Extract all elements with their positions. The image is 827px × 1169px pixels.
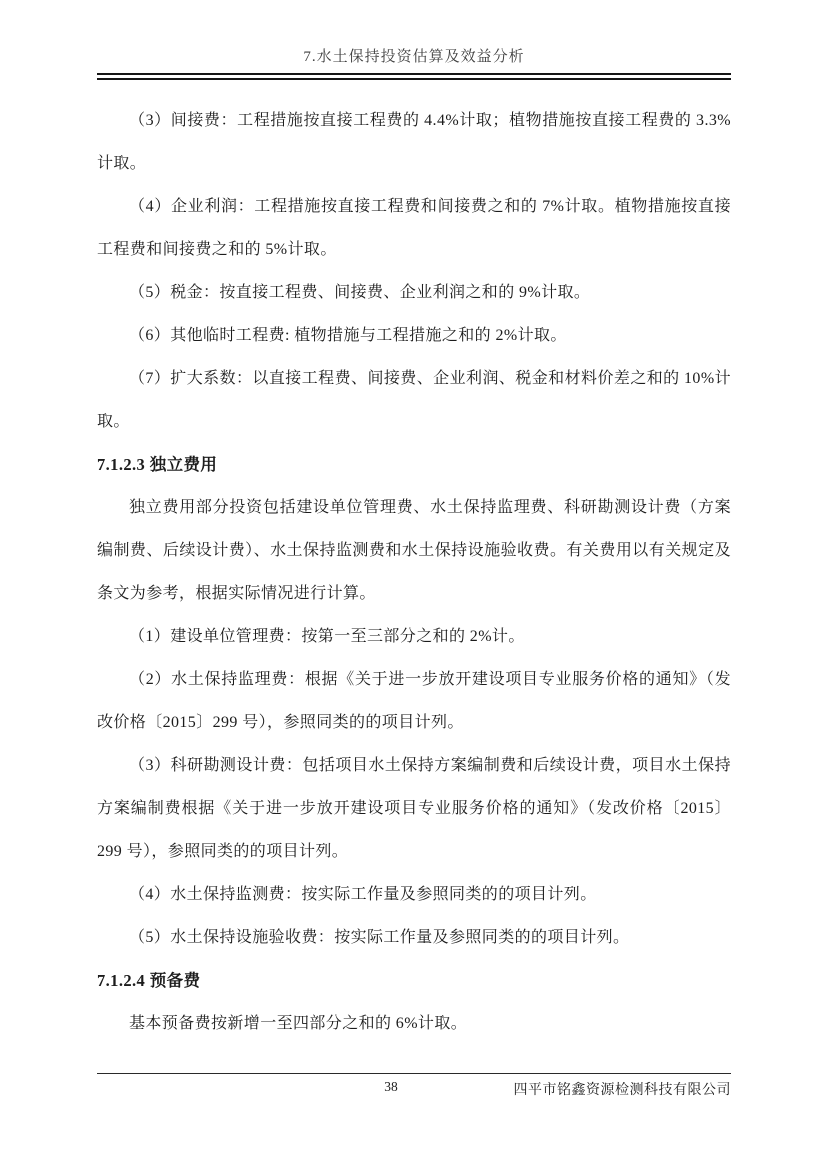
document-body — [97, 99, 731, 1045]
body-paragraph: 基本预备费按新增一至四部分之和的 6%计取。 — [129, 1015, 468, 1032]
header-double-rule — [97, 73, 731, 80]
body-paragraph: 独立费用部分投资包括建设单位管理费、水土保持监理费、科研勘测设计费（方案编制费、后续设计费）、水土保持监测费和水土保持设施验收费。有关费用以有关规定及条文为参考，根据实际情况进行计算。 — [97, 499, 731, 602]
body-paragraph: （7）扩大系数：以直接工程费、间接费、企业利润、税金和材料价差之和的 10%计取。 — [97, 370, 731, 430]
body-paragraph: （5）水土保持设施验收费：按实际工作量及参照同类的的项目计列。 — [129, 929, 630, 946]
page-number: 38 — [384, 1079, 398, 1094]
body-paragraph: （3）间接费：工程措施按直接工程费的 4.4%计取；植物措施按直接工程费的 3.3%计取。 — [97, 112, 731, 172]
body-paragraph: （5）税金：按直接工程费、间接费、企业利润之和的 9%计取。 — [129, 284, 591, 301]
body-paragraph: （2）水土保持监理费：根据《关于进一步放开建设项目专业服务价格的通知》（发改价格〔2015〕299 号），参照同类的的项目计列。 — [97, 671, 731, 731]
section-heading: 7.1.2.3 独立费用 — [97, 455, 218, 474]
page-footer — [97, 1073, 731, 1113]
section-heading: 7.1.2.4 预备费 — [97, 971, 201, 990]
body-paragraph: （4）企业利润：工程措施按直接工程费和间接费之和的 7%计取。植物措施按直接工程费和间接费之和的 5%计取。 — [97, 198, 731, 258]
body-paragraph: （1）建设单位管理费：按第一至三部分之和的 2%计。 — [129, 628, 525, 645]
body-paragraph: （4）水土保持监测费：按实际工作量及参照同类的的项目计列。 — [129, 886, 597, 903]
body-paragraph: （6）其他临时工程费: 植物措施与工程措施之和的 2%计取。 — [129, 327, 567, 344]
page-header — [97, 0, 731, 80]
header-title: 7.水土保持投资估算及效益分析 — [303, 49, 525, 65]
footer-company-name: 四平市铭鑫资源检测科技有限公司 — [513, 1083, 731, 1098]
footer-rule — [97, 1073, 731, 1074]
body-paragraph: （3）科研勘测设计费：包括项目水土保持方案编制费和后续设计费，项目水土保持方案编制费根据《关于进一步放开建设项目专业服务价格的通知》（发改价格〔2015〕299 号），参照同类的的项目计列。 — [97, 757, 731, 860]
